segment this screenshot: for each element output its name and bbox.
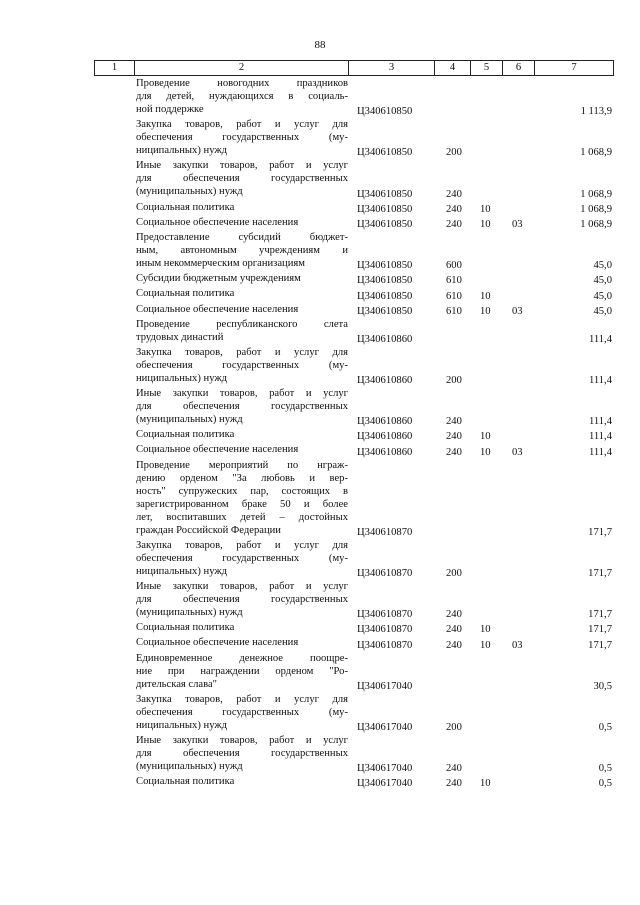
amount: 171,7 xyxy=(588,624,612,636)
amount: 45,0 xyxy=(593,305,612,317)
row-description xyxy=(136,580,348,619)
amount: 45,0 xyxy=(593,275,612,287)
description-line: Единовременное денежное поощре- xyxy=(136,652,348,664)
target-article-code: Ц340610850 xyxy=(357,203,413,215)
amount: 30,5 xyxy=(593,680,612,692)
table-row xyxy=(0,318,640,346)
table-body xyxy=(0,77,640,790)
target-article-code: Ц340610850 xyxy=(357,188,413,200)
expense-type: 240 xyxy=(446,218,462,230)
target-article-code: Ц340610870 xyxy=(357,609,413,621)
description-line: для обеспечения государственных xyxy=(136,401,348,413)
section: 10 xyxy=(480,218,491,230)
amount: 45,0 xyxy=(593,290,612,302)
expense-type: 240 xyxy=(446,639,462,651)
description-line: Социальная политика xyxy=(136,622,235,634)
description-line: Проведение новогодних праздников xyxy=(136,78,348,89)
row-description xyxy=(136,346,348,385)
expense-type: 600 xyxy=(446,260,462,272)
amount: 111,4 xyxy=(588,375,612,387)
amount: 171,7 xyxy=(588,639,612,651)
amount: 171,7 xyxy=(588,568,612,579)
description-line: дению орденом "За любовь и вер- xyxy=(136,472,348,484)
target-article-code: Ц340610850 xyxy=(357,147,413,159)
target-article-code: Ц340610860 xyxy=(357,431,413,443)
description-line: Иные закупки товаров, работ и услуг xyxy=(136,160,348,172)
table-row xyxy=(0,346,640,387)
header-col-2: 2 xyxy=(135,61,349,75)
expense-type: 240 xyxy=(446,431,462,443)
header-col-5: 5 xyxy=(471,61,503,75)
amount: 171,7 xyxy=(588,526,612,538)
target-article-code: Ц340610850 xyxy=(357,275,413,287)
section: 10 xyxy=(480,431,491,443)
target-article-code: Ц340610860 xyxy=(357,416,413,428)
amount: 111,4 xyxy=(588,333,612,345)
table-row xyxy=(0,118,640,159)
description-line: Проведение республиканского слета xyxy=(136,318,348,330)
expense-type: 240 xyxy=(446,416,462,428)
description-line: обеспечения государственных (му- xyxy=(136,132,348,144)
expense-type: 240 xyxy=(446,778,462,790)
subsection: 03 xyxy=(512,218,523,230)
description-line: Социальное обеспечение населения xyxy=(136,637,299,649)
description-line: Предоставление субсидий бюджет- xyxy=(136,231,348,243)
description-line: (муниципальных) нужд xyxy=(136,760,243,772)
row-description xyxy=(136,118,348,157)
expense-type: 240 xyxy=(446,188,462,200)
expense-type: 610 xyxy=(446,275,462,287)
amount: 0,5 xyxy=(598,721,612,733)
expense-type: 200 xyxy=(446,568,462,579)
row-description xyxy=(136,201,348,214)
section: 10 xyxy=(480,624,491,636)
row-description xyxy=(136,428,348,441)
table-row xyxy=(0,428,640,443)
description-line: ниципальных) нужд xyxy=(136,372,228,384)
row-description xyxy=(136,303,348,316)
description-line: лет, воспитавших детей – достойных xyxy=(136,511,348,523)
expense-type: 200 xyxy=(446,147,462,159)
row-description xyxy=(136,272,348,285)
target-article-code: Ц340610860 xyxy=(357,375,413,387)
table-row xyxy=(0,216,640,231)
amount: 1 068,9 xyxy=(580,218,612,230)
table-row xyxy=(0,652,640,693)
description-line: Иные закупки товаров, работ и услуг xyxy=(136,734,348,746)
row-description xyxy=(136,77,348,116)
subsection: 03 xyxy=(512,305,523,317)
description-line: Проведение мероприятий по нграж- xyxy=(136,459,348,471)
target-article-code: Ц340610850 xyxy=(357,305,413,317)
description-line: ным, автономным учреждениям и xyxy=(136,244,348,256)
table-row xyxy=(0,201,640,216)
description-line: Закупка товаров, работ и услуг для xyxy=(136,119,348,131)
row-description xyxy=(136,216,348,229)
target-article-code: Ц340610860 xyxy=(357,333,413,345)
description-line: ниципальных) нужд xyxy=(136,719,228,731)
expense-type: 240 xyxy=(446,763,462,775)
description-line: ность" супружеских пар, состоящих в xyxy=(136,485,348,497)
description-line: дительская слава" xyxy=(136,678,217,690)
description-line: Социальное обеспечение населения xyxy=(136,303,299,315)
target-article-code: Ц340610850 xyxy=(357,290,413,302)
table-row xyxy=(0,272,640,287)
subsection: 03 xyxy=(512,446,523,458)
description-line: обеспечения государственных (му- xyxy=(136,552,348,564)
expense-type: 200 xyxy=(446,721,462,733)
description-line: для обеспечения государственных xyxy=(136,747,348,759)
target-article-code: Ц340617040 xyxy=(357,763,413,775)
amount: 111,4 xyxy=(588,431,612,443)
header-col-7: 7 xyxy=(571,62,577,73)
row-description xyxy=(136,636,348,649)
section: 10 xyxy=(480,778,491,790)
target-article-code: Ц340610860 xyxy=(357,446,413,458)
description-line: Социальная политика xyxy=(136,776,235,788)
row-description xyxy=(136,318,348,344)
row-description xyxy=(136,539,348,578)
description-line: (муниципальных) нужд xyxy=(136,186,243,198)
target-article-code: Ц340610870 xyxy=(357,624,413,636)
row-description xyxy=(136,621,348,634)
description-line: ниципальных) нужд xyxy=(136,565,228,577)
target-article-code: Ц340617040 xyxy=(357,721,413,733)
description-line: Социальная политика xyxy=(136,201,235,213)
description-line: Закупка товаров, работ и услуг для xyxy=(136,693,348,705)
description-line: ние при награждении орденом "Ро- xyxy=(136,665,348,677)
expense-type: 610 xyxy=(446,305,462,317)
target-article-code: Ц340610850 xyxy=(357,260,413,272)
amount: 111,4 xyxy=(588,446,612,458)
row-description xyxy=(136,459,348,537)
table-row xyxy=(0,159,640,200)
expense-type: 200 xyxy=(446,375,462,387)
description-line: иным некоммерческим организациям xyxy=(136,257,305,269)
table-header xyxy=(94,60,614,76)
row-description xyxy=(136,734,348,773)
table-row xyxy=(0,459,640,539)
page-number: 88 xyxy=(314,39,326,51)
description-line: Закупка товаров, работ и услуг для xyxy=(136,346,348,358)
description-line: (муниципальных) нужд xyxy=(136,607,243,618)
description-line: ниципальных) нужд xyxy=(136,145,228,157)
row-description xyxy=(136,652,348,691)
table-row xyxy=(0,77,640,118)
description-line: ной поддержке xyxy=(136,104,204,115)
description-line: Социальное обеспечение населения xyxy=(136,444,299,456)
row-description xyxy=(136,287,348,300)
target-article-code: Ц340617040 xyxy=(357,680,413,692)
amount: 0,5 xyxy=(598,763,612,775)
description-line: Иные закупки товаров, работ и услуг xyxy=(136,388,348,400)
amount: 1 068,9 xyxy=(580,203,612,215)
target-article-code: Ц340610870 xyxy=(357,568,413,579)
table-row xyxy=(0,287,640,302)
expense-type: 240 xyxy=(446,203,462,215)
row-description xyxy=(136,775,348,788)
description-line: обеспечения государственных (му- xyxy=(136,706,348,718)
section: 10 xyxy=(480,639,491,651)
row-description xyxy=(136,159,348,198)
target-article-code: Ц340610870 xyxy=(357,639,413,651)
amount: 111,4 xyxy=(588,416,612,428)
expense-type: 240 xyxy=(446,609,462,621)
header-col-6: 6 xyxy=(503,61,535,75)
row-description xyxy=(136,693,348,732)
description-line: граждан Российской Федерации xyxy=(136,524,281,536)
section: 10 xyxy=(480,446,491,458)
row-description xyxy=(136,443,348,456)
description-line: Социальная политика xyxy=(136,429,235,441)
header-col-4: 4 xyxy=(435,61,471,75)
description-line: Иные закупки товаров, работ и услуг xyxy=(136,581,348,592)
table-row xyxy=(0,580,640,621)
amount: 1 068,9 xyxy=(580,147,612,159)
description-line: зарегистрированном браке 50 и более xyxy=(136,498,348,510)
table-row xyxy=(0,621,640,636)
table-row xyxy=(0,539,640,580)
section: 10 xyxy=(480,290,491,302)
description-line: Субсидии бюджетным учреждениям xyxy=(136,273,301,285)
table-row xyxy=(0,734,640,775)
target-article-code: Ц340610870 xyxy=(357,526,413,538)
row-description xyxy=(136,387,348,426)
expense-type: 610 xyxy=(446,290,462,302)
description-line: Закупка товаров, работ и услуг для xyxy=(136,539,348,551)
amount: 1 068,9 xyxy=(580,188,612,200)
amount: 171,7 xyxy=(588,609,612,621)
table-row xyxy=(0,443,640,458)
header-col-1: 1 xyxy=(95,61,135,75)
table-row xyxy=(0,693,640,734)
row-description xyxy=(136,231,348,270)
description-line: для обеспечения государственных xyxy=(136,173,348,185)
description-line: обеспечения государственных (му- xyxy=(136,359,348,371)
description-line: Социальное обеспечение населения xyxy=(136,216,299,228)
table-row xyxy=(0,775,640,790)
header-col-3: 3 xyxy=(349,61,435,75)
target-article-code: Ц340610850 xyxy=(357,106,413,118)
table-row xyxy=(0,303,640,318)
amount: 1 113,9 xyxy=(580,106,612,118)
expense-type: 240 xyxy=(446,446,462,458)
section: 10 xyxy=(480,305,491,317)
expense-type: 240 xyxy=(446,624,462,636)
table-row xyxy=(0,231,640,272)
amount: 0,5 xyxy=(598,778,612,790)
table-row xyxy=(0,387,640,428)
section: 10 xyxy=(480,203,491,215)
description-line: для детей, нуждающихся в социаль- xyxy=(136,91,348,102)
description-line: для обеспечения государственных xyxy=(136,594,348,605)
target-article-code: Ц340610850 xyxy=(357,218,413,230)
description-line: Социальная политика xyxy=(136,288,235,300)
target-article-code: Ц340617040 xyxy=(357,778,413,790)
subsection: 03 xyxy=(512,639,523,651)
table-row xyxy=(0,636,640,651)
amount: 45,0 xyxy=(593,260,612,272)
description-line: (муниципальных) нужд xyxy=(136,414,243,426)
description-line: трудовых династий xyxy=(136,331,224,343)
